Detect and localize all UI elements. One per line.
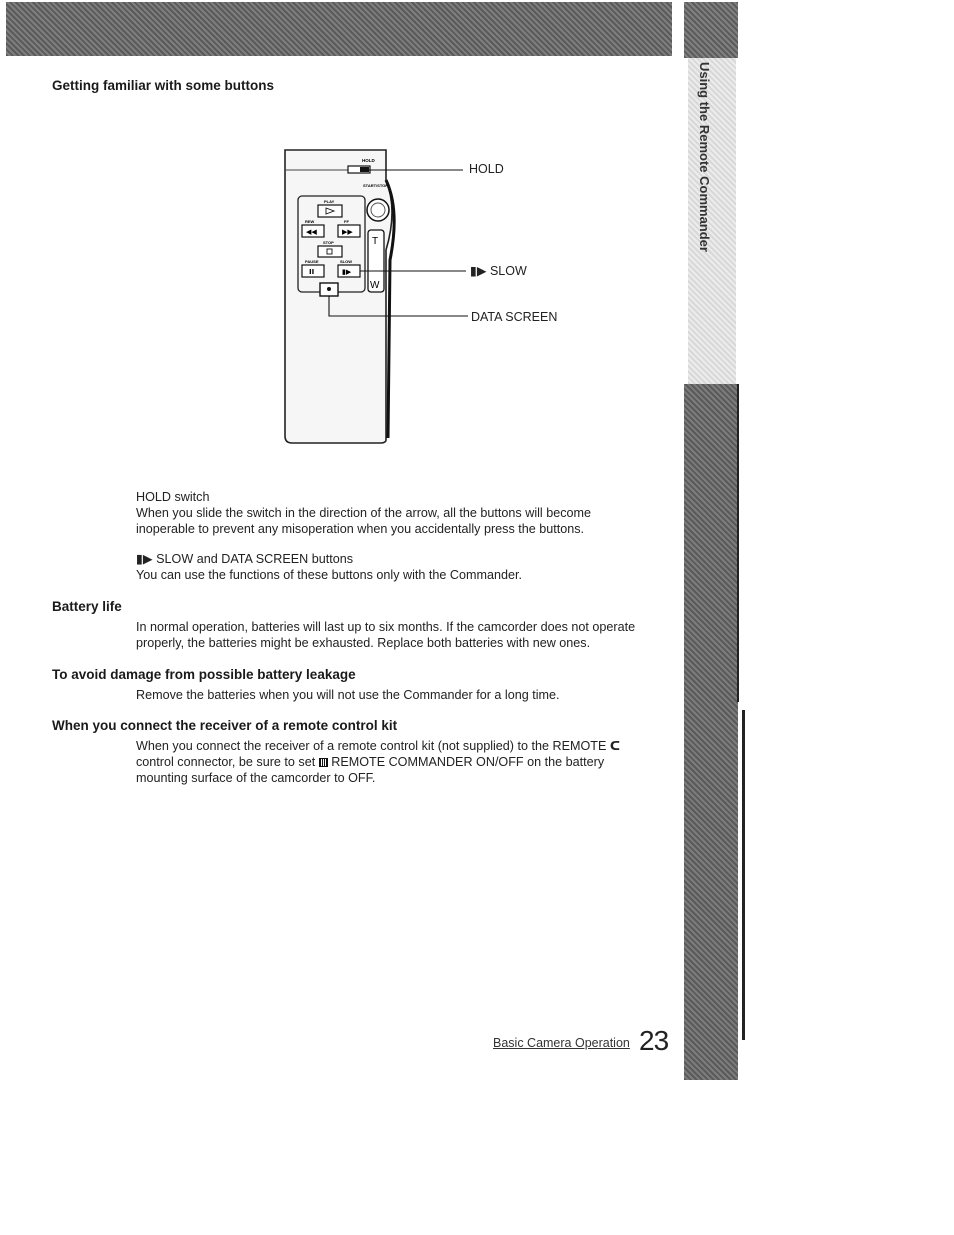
play-button (318, 205, 342, 217)
leakage-line: Remove the batteries when you will not use the Commander for a long time. (136, 688, 560, 702)
section-heading-familiar: Getting familiar with some buttons (52, 78, 275, 93)
pause-label: PAUSE (305, 259, 319, 264)
remote-commander-diagram (280, 140, 580, 450)
play-label: PLAY (324, 199, 335, 204)
stop-button (318, 246, 342, 257)
side-tab-bottom-band (684, 384, 738, 1080)
start-stop-label: START/STOP (363, 183, 388, 188)
side-tab-top-band (684, 2, 738, 58)
callout-slow (470, 263, 527, 278)
receiver-line-3: mounting surface of the camcorder to OFF. (136, 771, 376, 785)
zoom-t-label: T (372, 236, 379, 247)
receiver-line-1 (136, 738, 676, 754)
ff-icon: ▶▶ (342, 228, 353, 236)
header-band (6, 2, 672, 56)
zoom-w-label: W (370, 280, 380, 291)
slow-icon: ▮▶ (136, 552, 157, 566)
section-heading-receiver: When you connect the receiver of a remote control kit (52, 718, 398, 733)
remote-connector-icon: ᑕ (609, 739, 621, 753)
hold-label: HOLD (362, 158, 375, 163)
slow-icon: ▮▶ (342, 268, 352, 276)
battery-life-paragraph (136, 619, 676, 651)
receiver-paragraph (136, 738, 676, 786)
rew-label: REW (305, 219, 315, 224)
hold-switch-paragraph (136, 489, 676, 537)
stop-label: STOP (323, 240, 334, 245)
section-heading-battery-life: Battery life (52, 599, 122, 614)
hold-switch-line: When you slide the switch in the direction of the arrow, all the buttons will become (136, 506, 592, 520)
leakage-paragraph (136, 687, 676, 703)
callout-hold: HOLD (469, 162, 504, 176)
receiver-line-2a-text: control connector, be sure to set (136, 755, 316, 769)
rew-icon: ◀◀ (306, 228, 317, 236)
hold-switch-title: HOLD switch (136, 490, 210, 504)
slow-label: SLOW (340, 259, 352, 264)
section-heading-leakage: To avoid damage from possible battery leakage (52, 667, 356, 682)
hold-switch-line: inoperable to prevent any misoperation when you accidentally press the buttons. (136, 522, 585, 536)
start-stop-button (367, 199, 389, 221)
page-number: 23 (639, 1025, 669, 1056)
edge-line (737, 384, 739, 702)
slow-data-title: SLOW and DATA SCREEN buttons (156, 552, 354, 566)
hold-switch-knob (360, 167, 369, 172)
battery-life-line: properly, the batteries might be exhausted. Replace both batteries with new ones. (136, 636, 591, 650)
data-screen-icon (327, 287, 331, 291)
ff-label: FF (344, 219, 349, 224)
receiver-line-1-text: When you connect the receiver of a remote control kit (not supplied) to the REMOTE (136, 739, 607, 753)
remote-switch-icon (319, 758, 328, 767)
remote-illustration (280, 140, 580, 450)
callout-data-screen: DATA SCREEN (471, 310, 558, 324)
battery-life-line: In normal operation, batteries will last up to six months. If the camcorder does not operate (136, 620, 636, 634)
slow-icon: ▮▶ (470, 264, 490, 278)
footer-section-label: Basic Camera Operation (493, 1036, 630, 1050)
pause-icon: II (309, 268, 315, 276)
receiver-line-2 (136, 754, 676, 770)
slow-data-title-row (136, 551, 676, 567)
side-tab (688, 58, 736, 384)
callout-slow-text: SLOW (489, 264, 527, 278)
slow-data-paragraph (136, 551, 676, 583)
receiver-line-2b-text: REMOTE COMMANDER ON/OFF on the battery (331, 755, 605, 769)
side-tab-label: Using the Remote Commander (697, 62, 712, 252)
edge-line (742, 710, 745, 1040)
slow-data-line: You can use the functions of these buttons only with the Commander. (136, 568, 522, 582)
